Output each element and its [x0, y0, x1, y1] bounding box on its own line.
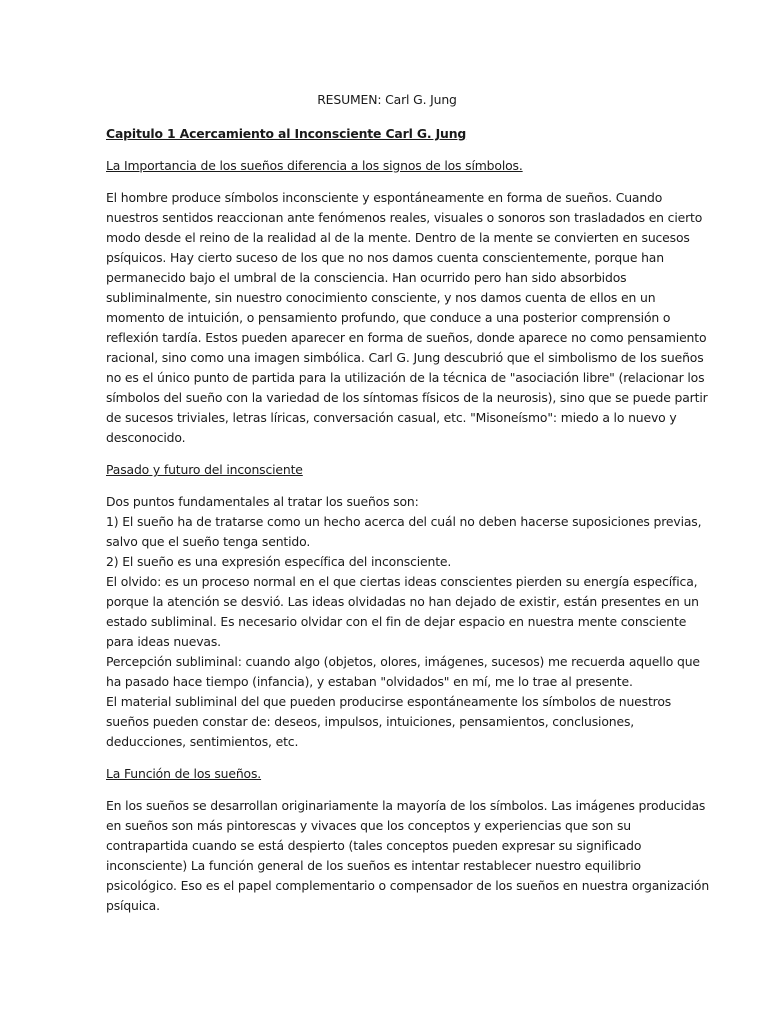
text-line: porque la atención se desvió. Las ideas olvidadas no han dejado de existir, están presentes en un [106, 594, 699, 609]
text-line: psíquica. [106, 898, 160, 913]
section-heading-pasado-futuro: Pasado y futuro del inconsciente [106, 462, 303, 477]
text-line: salvo que el sueño tenga sentido. [106, 534, 311, 549]
section-heading-importancia: La Importancia de los sueños diferencia a los signos de los símbolos. [106, 158, 523, 173]
text-line: 2) El sueño es una expresión específica del inconsciente. [106, 554, 452, 569]
text-line: inconsciente) La función general de los sueños es intentar restablecer nuestro equilibrio [106, 858, 641, 873]
document-body [106, 90, 710, 916]
text-line: En los sueños se desarrollan originariamente la mayoría de los símbolos. Las imágenes producidas [106, 798, 706, 813]
text-line: momento de intuición, o pensamiento profundo, que conduce a una posterior comprensión o [106, 310, 671, 325]
text-line: deducciones, sentimientos, etc. [106, 734, 299, 749]
text-line: psíquicos. Hay cierto suceso de los que no nos damos cuenta conscientemente, porque han [106, 250, 664, 265]
text-line: El material subliminal del que pueden producirse espontáneamente los símbolos de nuestros [106, 694, 672, 709]
text-line: estado subliminal. Es necesario olvidar con el fin de dejar espacio en nuestra mente consciente [106, 614, 687, 629]
text-line: símbolos del sueño con la variedad de los síntomas físicos de la neurosis), sino que se puede partir [106, 390, 708, 405]
text-line: no es el único punto de partida para la utilización de la técnica de "asociación libre" (relacionar los [106, 370, 705, 385]
text-line: ha pasado hace tiempo (infancia), y estaban "olvidados" en mí, me lo trae al presente. [106, 674, 633, 689]
chapter-title: Capitulo 1 Acercamiento al Inconsciente Carl G. Jung [106, 126, 467, 141]
text-line: El olvido: es un proceso normal en el que ciertas ideas conscientes pierden su energía específica, [106, 574, 698, 589]
text-line: El hombre produce símbolos inconsciente y espontáneamente en forma de sueños. Cuando [106, 190, 663, 205]
text-line: permanecido bajo el umbral de la consciencia. Han ocurrido pero han sido absorbidos [106, 270, 627, 285]
text-line: psicológico. Eso es el papel complementario o compensador de los sueños en nuestra organización [106, 878, 710, 893]
section-paragraph-pasado-futuro [106, 492, 702, 752]
text-line: desconocido. [106, 430, 186, 445]
text-line: sueños pueden constar de: deseos, impulsos, intuiciones, pensamientos, conclusiones, [106, 714, 635, 729]
document-title: RESUMEN: Carl G. Jung [317, 92, 457, 107]
section-paragraph-funcion [106, 796, 710, 916]
text-line: modo desde el reino de la realidad al de la mente. Dentro de la mente se convierten en sucesos [106, 230, 690, 245]
section-paragraph-importancia [106, 188, 708, 448]
text-line: para ideas nuevas. [106, 634, 221, 649]
text-line: subliminalmente, sin nuestro conocimiento consciente, y nos damos cuenta de ellos en un [106, 290, 656, 305]
text-line: racional, sino como una imagen simbólica. Carl G. Jung descubrió que el simbolismo de los sueños [106, 350, 704, 365]
text-line: en sueños son más pintorescas y vivaces que los conceptos y experiencias que son su [106, 818, 631, 833]
text-line: Dos puntos fundamentales al tratar los sueños son: [106, 494, 419, 509]
text-line: de sucesos triviales, letras líricas, conversación casual, etc. "Misoneísmo": miedo a lo nuevo y [106, 410, 677, 425]
text-line: Percepción subliminal: cuando algo (objetos, olores, imágenes, sucesos) me recuerda aquello que [106, 654, 700, 669]
text-line: nuestros sentidos reaccionan ante fenómenos reales, visuales o sonoros son trasladados en cierto [106, 210, 703, 225]
section-heading-funcion: La Función de los sueños. [106, 766, 262, 781]
text-line: reflexión tardía. Estos pueden aparecer en forma de sueños, donde aparece no como pensamiento [106, 330, 707, 345]
text-line: contrapartida cuando se está despierto (tales conceptos pueden expresar su significado [106, 838, 642, 853]
text-line: 1) El sueño ha de tratarse como un hecho acerca del cuál no deben hacerse suposiciones previas, [106, 514, 702, 529]
